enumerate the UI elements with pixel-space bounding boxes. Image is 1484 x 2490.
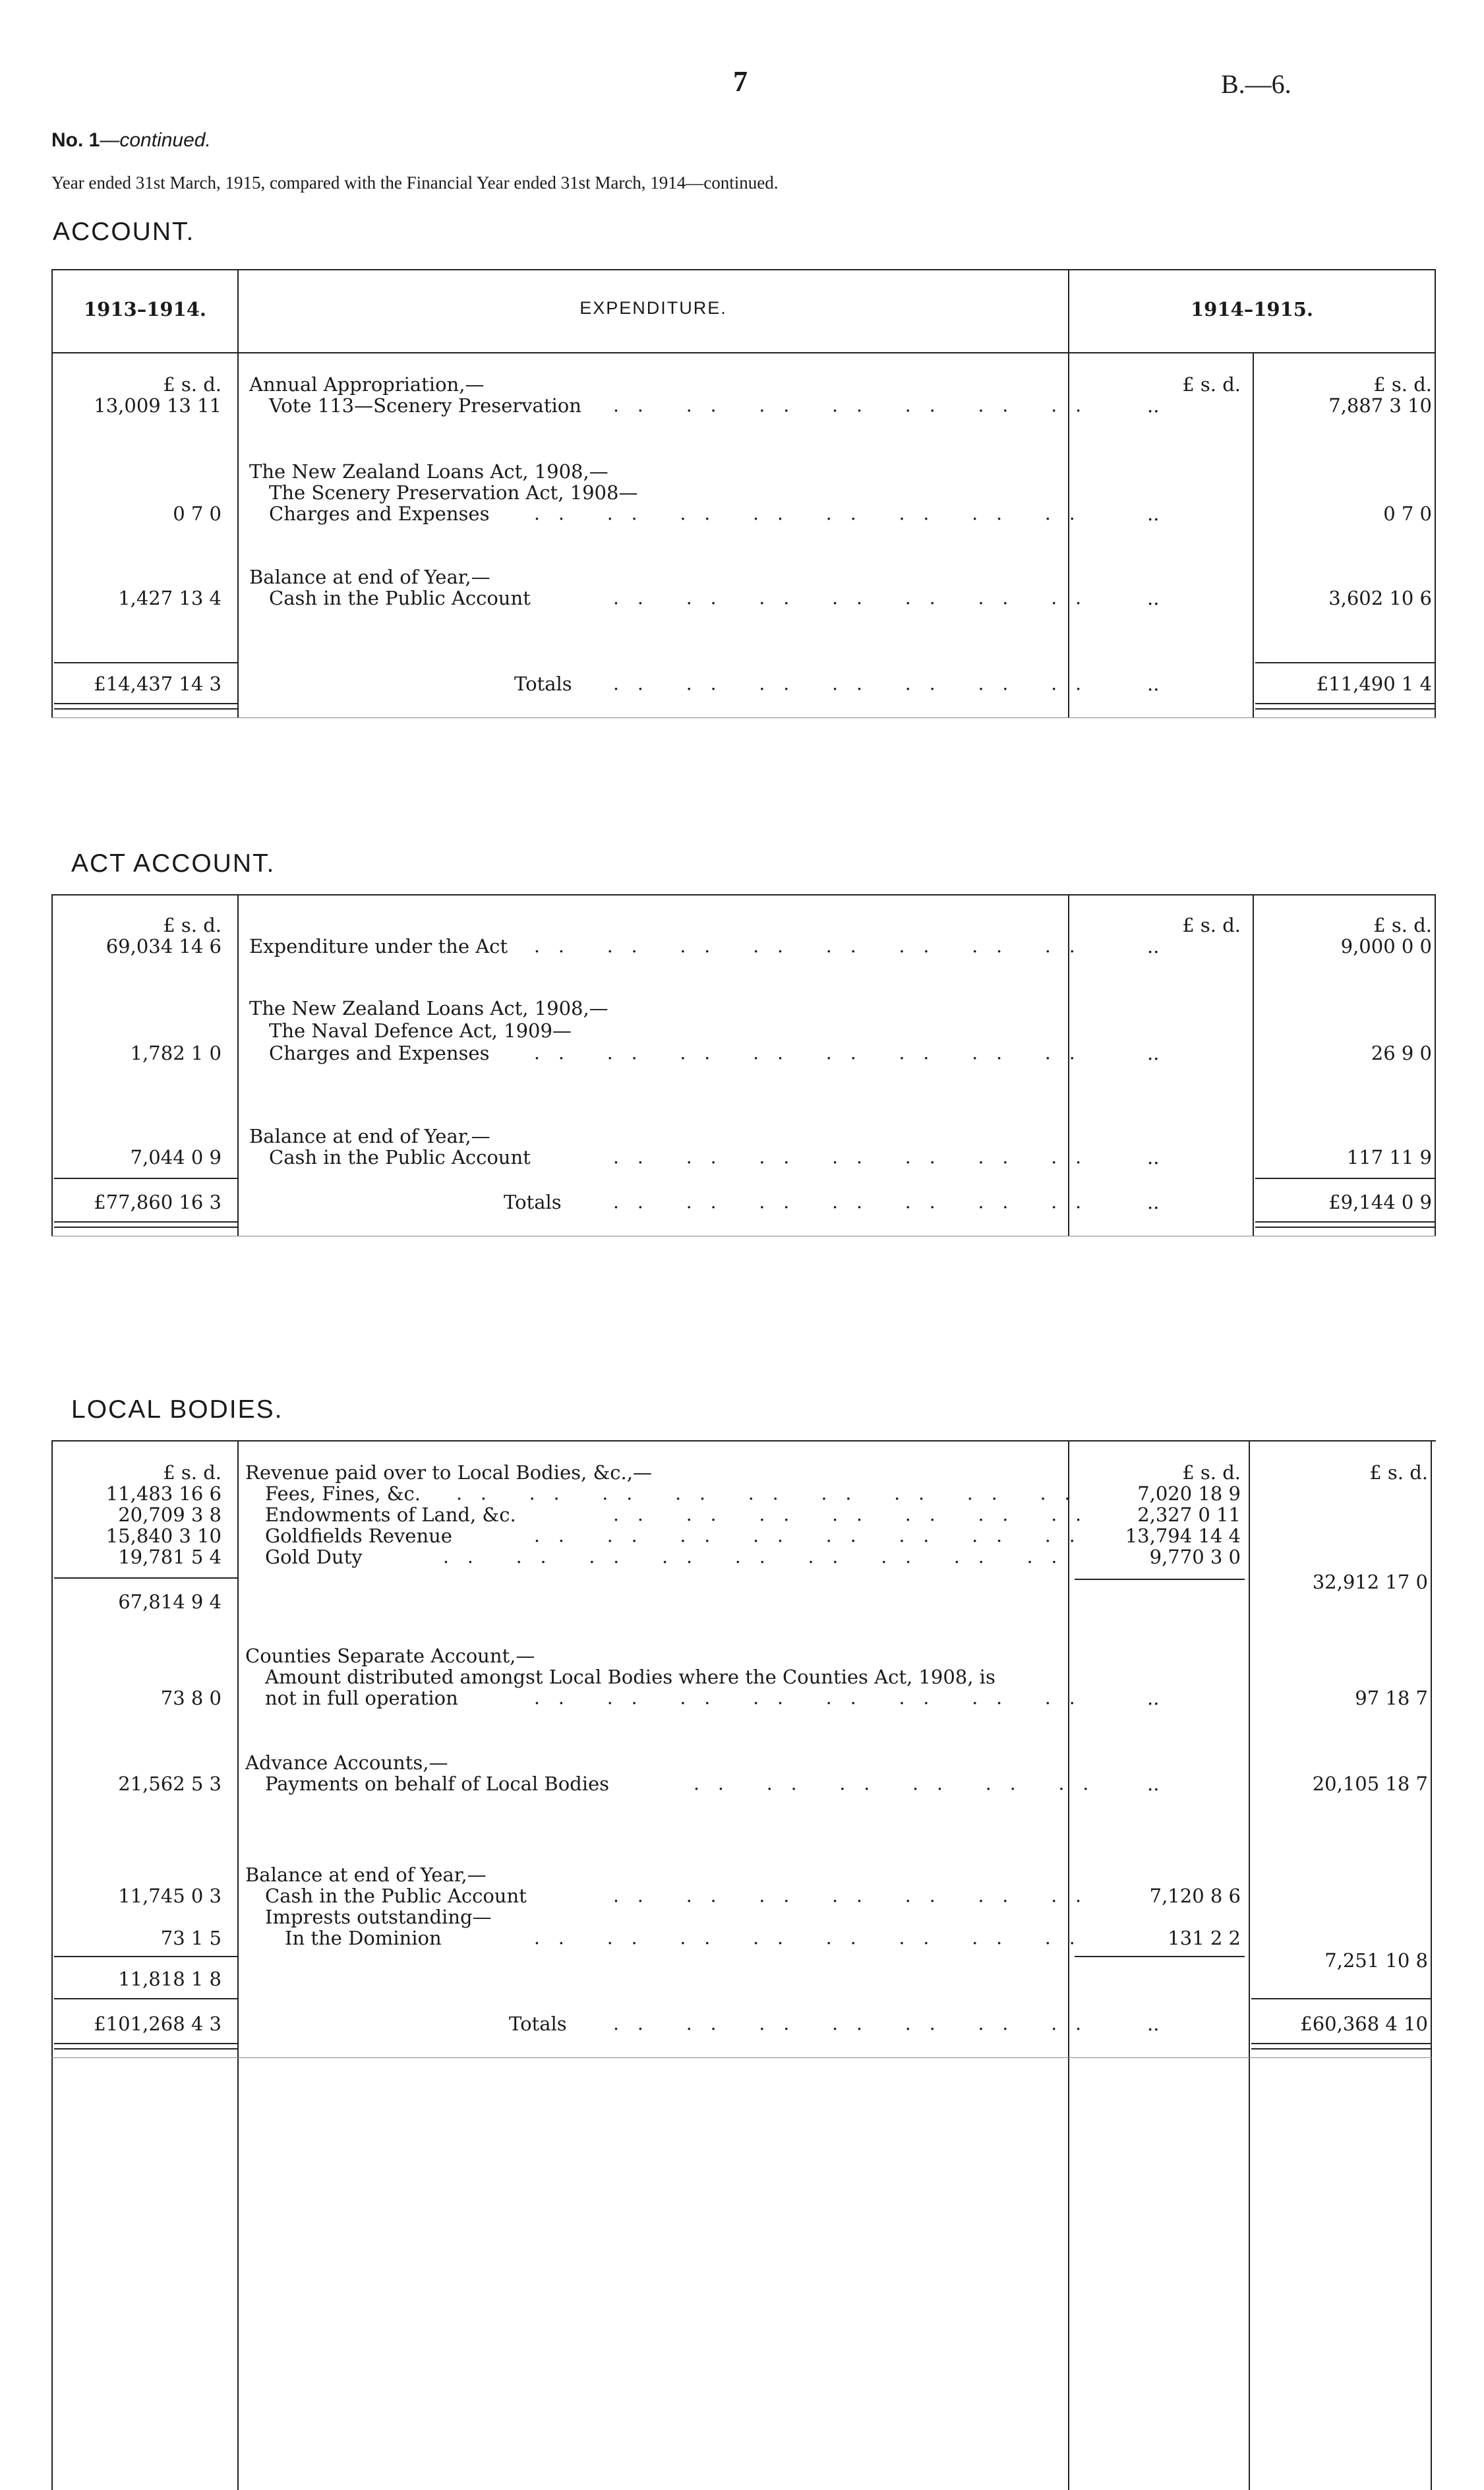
amount-1913: 19,781 5 4 [118, 1546, 222, 1568]
leader-dots: .. .. .. .. .. .. .. [613, 1191, 1100, 1213]
amount-1913: 11,745 0 3 [118, 1885, 222, 1907]
balance-subtotal-1913: 11,818 1 8 [118, 1968, 222, 1990]
leader-dots: .. .. .. .. .. .. .. [613, 2013, 1100, 2034]
total-1913: £14,437 14 3 [94, 673, 222, 695]
section-title-act-account: ACT ACCOUNT. [71, 849, 276, 878]
amount-mid: .. [1147, 502, 1160, 525]
leader-dots: .. .. .. .. .. .. .. [613, 1885, 1100, 1906]
balance-total-1915: 7,251 10 8 [1324, 1949, 1428, 1972]
leader-dots: .. .. .. .. .. .. .. .. [534, 935, 1094, 957]
row-label: Cash in the Public Account [265, 1885, 527, 1907]
table-number [51, 129, 211, 152]
row-label: Payments on behalf of Local Bodies [265, 1773, 610, 1795]
table-number-suffix: —continued. [100, 129, 211, 151]
row-label: Endowments of Land, &c. [265, 1503, 516, 1526]
amount-mid: .. [1147, 1042, 1160, 1064]
column-header-1915: 1914–1915. [1190, 298, 1314, 320]
leader-dots: .. .. .. .. .. .. .. .. [534, 502, 1094, 524]
revenue-subtotal-1913: 67,814 9 4 [118, 1591, 222, 1613]
leader-dots: .. .. .. .. .. .. .. .. [534, 1525, 1094, 1546]
row-label: Expenditure under the Act [249, 935, 508, 957]
amount-1913: 73 1 5 [160, 1927, 222, 1949]
total-mid: .. [1147, 1191, 1160, 1213]
amount-mid: 9,770 3 0 [1149, 1546, 1241, 1568]
counties-line: Amount distributed amongst Local Bodies where the Counties Act, 1908, is [265, 1666, 995, 1688]
amount-1913: 1,782 1 0 [130, 1042, 222, 1064]
row-label: Fees, Fines, &c. [265, 1482, 421, 1505]
unit-label: £ s. d. [1369, 1461, 1428, 1484]
amount-1915: 9,000 0 0 [1340, 935, 1432, 957]
table-number-label: No. 1 [51, 129, 100, 151]
leader-dots: .. .. .. .. .. .. .. .. .. [456, 1482, 1089, 1504]
amount-mid: 7,020 18 9 [1137, 1482, 1241, 1505]
amount-mid: 131 2 2 [1168, 1927, 1241, 1949]
leader-dots: .. .. .. .. .. .. .. .. [534, 1927, 1094, 1949]
leader-dots: .. .. .. .. .. .. .. [613, 673, 1100, 694]
amount-1915: 3,602 10 6 [1328, 587, 1432, 609]
unit-label: £ s. d. [163, 1461, 222, 1484]
column-header-expenditure: EXPENDITURE. [579, 298, 727, 318]
total-1915: £11,490 1 4 [1316, 673, 1432, 695]
leader-dots: .. .. .. .. .. .. .. .. [534, 1687, 1094, 1709]
row-label: Goldfields Revenue [265, 1525, 452, 1547]
section-title-account: ACCOUNT. [53, 218, 195, 246]
counties-line: not in full operation [265, 1687, 458, 1709]
total-mid: .. [1147, 2013, 1160, 2035]
amount-1913: 13,009 13 11 [94, 394, 222, 417]
amount-mid: 7,120 8 6 [1149, 1885, 1241, 1907]
page-subtitle: Year ended 31st March, 1915, compared with the Financial Year ended 31st March, 1914—continued. [51, 173, 779, 193]
row-subheading: The Naval Defence Act, 1909— [269, 1019, 572, 1042]
revenue-heading: Revenue paid over to Local Bodies, &c.,— [245, 1461, 652, 1484]
amount-mid: .. [1147, 394, 1160, 417]
amount-1913: 11,483 16 6 [105, 1482, 222, 1505]
unit-label: £ s. d. [1182, 373, 1241, 396]
leader-dots: .. .. .. .. .. .. .. [613, 1146, 1100, 1168]
leader-dots: .. .. .. .. .. .. .. [613, 587, 1100, 609]
amount-1915: 20,105 18 7 [1312, 1773, 1428, 1795]
counties-heading: Counties Separate Account,— [245, 1645, 535, 1667]
total-1913: £101,268 4 3 [94, 2013, 222, 2035]
amount-mid: .. [1147, 1773, 1160, 1795]
leader-dots: .. .. .. .. .. .. .. .. [534, 1042, 1094, 1064]
totals-label: Totals [504, 1191, 562, 1213]
amount-1913: 1,427 13 4 [118, 587, 222, 609]
row-heading: Balance at end of Year,— [249, 1125, 490, 1147]
amount-1913: 20,709 3 8 [118, 1503, 222, 1526]
amount-1913: 69,034 14 6 [105, 935, 222, 957]
total-1915: £60,368 4 10 [1300, 2013, 1428, 2035]
unit-label: £ s. d. [163, 373, 222, 396]
row-label: Charges and Expenses [269, 502, 490, 525]
unit-label: £ s. d. [1182, 1461, 1241, 1484]
amount-mid: .. [1147, 587, 1160, 609]
leader-dots: .. .. .. .. .. .. [694, 1773, 1108, 1794]
row-label: Vote 113—Scenery Preservation [269, 394, 581, 417]
amount-1913: 0 7 0 [173, 502, 222, 525]
amount-mid: .. [1147, 1146, 1160, 1169]
amount-1913: 15,840 3 10 [105, 1525, 222, 1547]
document-reference: B.—6. [1221, 69, 1291, 99]
amount-mid: 13,794 14 4 [1125, 1525, 1241, 1547]
total-1915: £9,144 0 9 [1328, 1191, 1432, 1213]
advance-heading: Advance Accounts,— [245, 1751, 448, 1774]
row-heading: Balance at end of Year,— [249, 566, 490, 588]
row-heading: Annual Appropriation,— [249, 373, 485, 396]
unit-label: £ s. d. [1373, 373, 1432, 396]
row-label: In the Dominion [285, 1927, 442, 1949]
amount-mid: 2,327 0 11 [1137, 1503, 1241, 1526]
leader-dots: .. .. .. .. .. .. .. [613, 394, 1100, 416]
amount-1915: 117 11 9 [1346, 1146, 1432, 1169]
row-label: Gold Duty [265, 1546, 363, 1568]
page-number: 7 [733, 65, 748, 98]
amount-mid: .. [1147, 935, 1160, 957]
amount-1915: 0 7 0 [1383, 502, 1432, 525]
unit-label: £ s. d. [1373, 914, 1432, 936]
revenue-total-1915: 32,912 17 0 [1312, 1571, 1428, 1593]
total-mid: .. [1147, 673, 1160, 695]
row-heading: The New Zealand Loans Act, 1908,— [249, 997, 608, 1019]
row-label: Charges and Expenses [269, 1042, 490, 1064]
amount-1915: 26 9 0 [1371, 1042, 1432, 1064]
totals-label: Totals [514, 673, 572, 695]
row-label: Cash in the Public Account [269, 587, 531, 609]
amount-1915: 97 18 7 [1355, 1687, 1428, 1709]
leader-dots: .. .. .. .. .. .. .. [613, 1503, 1100, 1525]
column-header-1913: 1913–1914. [83, 298, 207, 320]
balance-heading: Balance at end of Year,— [245, 1864, 487, 1886]
totals-label: Totals [509, 2013, 567, 2035]
row-label: Cash in the Public Account [269, 1146, 531, 1169]
row-subheading: The Scenery Preservation Act, 1908— [269, 481, 638, 504]
amount-1913: 7,044 0 9 [130, 1146, 222, 1169]
unit-label: £ s. d. [163, 914, 222, 936]
amount-1915: 7,887 3 10 [1328, 394, 1432, 417]
amount-1913: 73 8 0 [160, 1687, 222, 1709]
section-title-local-bodies: LOCAL BODIES. [71, 1395, 283, 1424]
total-1913: £77,860 16 3 [94, 1191, 222, 1213]
imprests-heading: Imprests outstanding— [265, 1906, 492, 1928]
amount-1913: 21,562 5 3 [118, 1773, 222, 1795]
leader-dots: .. .. .. .. .. .. .. .. .. [443, 1546, 1076, 1567]
unit-label: £ s. d. [1182, 914, 1241, 936]
amount-mid: .. [1147, 1687, 1160, 1709]
row-heading: The New Zealand Loans Act, 1908,— [249, 460, 608, 483]
